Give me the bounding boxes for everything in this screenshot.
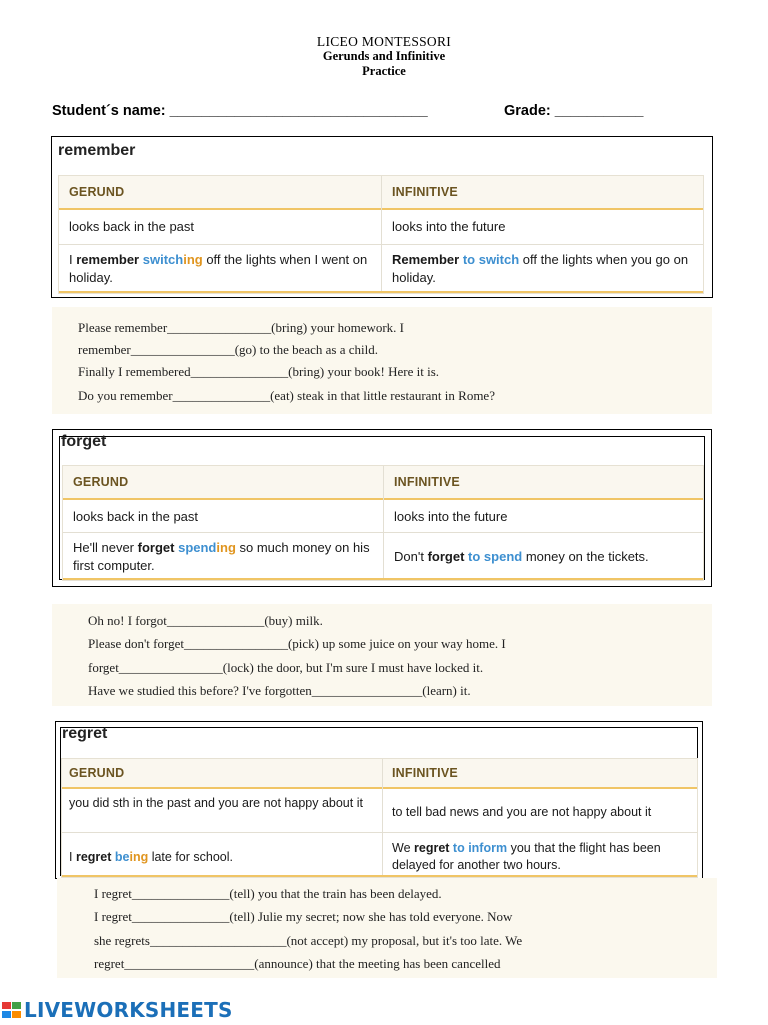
remember-exercise	[52, 307, 712, 414]
infinitive-header: INFINITIVE	[392, 185, 458, 199]
exercise-line[interactable]: Do you remember_______________(eat) steak in that little restaurant in Rome?	[78, 388, 495, 403]
infinitive-header: INFINITIVE	[394, 475, 460, 489]
infinitive-example: We regret to inform you that the flight has been delayed for another two hours.	[392, 841, 661, 872]
infinitive-header: INFINITIVE	[392, 766, 458, 780]
infinitive-meaning: looks into the future	[392, 219, 506, 234]
worksheet-practice: Practice	[362, 64, 406, 78]
exercise-line[interactable]: forget________________(lock) the door, but I'm sure I must have locked it.	[88, 660, 484, 675]
document-header	[0, 34, 768, 79]
gerund-example: I regret being late for school.	[69, 850, 233, 864]
exercise-line[interactable]: regret____________________(announce) that the meeting has been cancelled	[94, 956, 501, 971]
remember-table	[58, 175, 704, 294]
gerund-meaning: looks back in the past	[73, 509, 199, 524]
gerund-header: GERUND	[73, 475, 129, 489]
infinitive-example: Remember to switch off the lights when you go on holiday.	[392, 252, 689, 285]
liveworksheets-logo-icon	[2, 1000, 22, 1020]
exercise-line[interactable]: she regrets_____________________(not accept) my proposal, but it's too late. We	[94, 933, 523, 948]
exercise-line[interactable]: Have we studied this before? I've forgotten_________________(learn) it.	[88, 683, 471, 698]
section-title: regret	[62, 725, 108, 742]
exercise-line[interactable]: I regret_______________(tell) you that the train has been delayed.	[94, 886, 442, 901]
infinitive-meaning: to tell bad news and you are not happy about it	[392, 805, 652, 819]
forget-box	[52, 429, 712, 587]
exercise-line[interactable]: Please remember________________(bring) your homework. I	[78, 320, 405, 335]
gerund-example: I remember switching off the lights when I went on holiday.	[69, 252, 368, 285]
school-name: LICEO MONTESSORI	[316, 34, 452, 49]
gerund-example: He'll never forget spending so much money on his first computer.	[73, 540, 370, 573]
exercise-line[interactable]: Please don't forget________________(pick) up some juice on your way home. I	[88, 636, 506, 651]
remember-box	[51, 136, 713, 298]
section-title: remember	[58, 142, 136, 159]
infinitive-example: Don't forget to spend money on the tickets.	[394, 549, 649, 564]
liveworksheets-brand: LIVEWORKSHEETS	[24, 998, 233, 1022]
gerund-header: GERUND	[69, 766, 125, 780]
student-name-field[interactable]: Student´s name: ________________________________	[52, 103, 428, 119]
forget-table	[62, 465, 704, 581]
gerund-meaning: looks back in the past	[69, 219, 195, 234]
exercise-line[interactable]: remember________________(go) to the beach as a child.	[78, 342, 378, 357]
regret-table	[61, 758, 698, 878]
regret-exercise	[57, 878, 717, 978]
forget-exercise	[52, 604, 712, 706]
infinitive-meaning: looks into the future	[394, 509, 508, 524]
worksheet-subtitle: Gerunds and Infinitive	[322, 49, 446, 63]
regret-box	[55, 721, 703, 879]
exercise-line[interactable]: Finally I remembered_______________(bring) your book! Here it is.	[78, 364, 440, 379]
liveworksheets-logo[interactable]	[2, 996, 233, 1024]
grade-field[interactable]: Grade: ___________	[504, 103, 644, 119]
exercise-line[interactable]: Oh no! I forgot_______________(buy) milk.	[88, 613, 323, 628]
exercise-line[interactable]: I regret_______________(tell) Julie my secret; now she has told everyone. Now	[94, 909, 513, 924]
section-title: forget	[61, 433, 107, 450]
gerund-header: GERUND	[69, 185, 125, 199]
gerund-meaning: you did sth in the past and you are not happy about it	[69, 796, 363, 810]
